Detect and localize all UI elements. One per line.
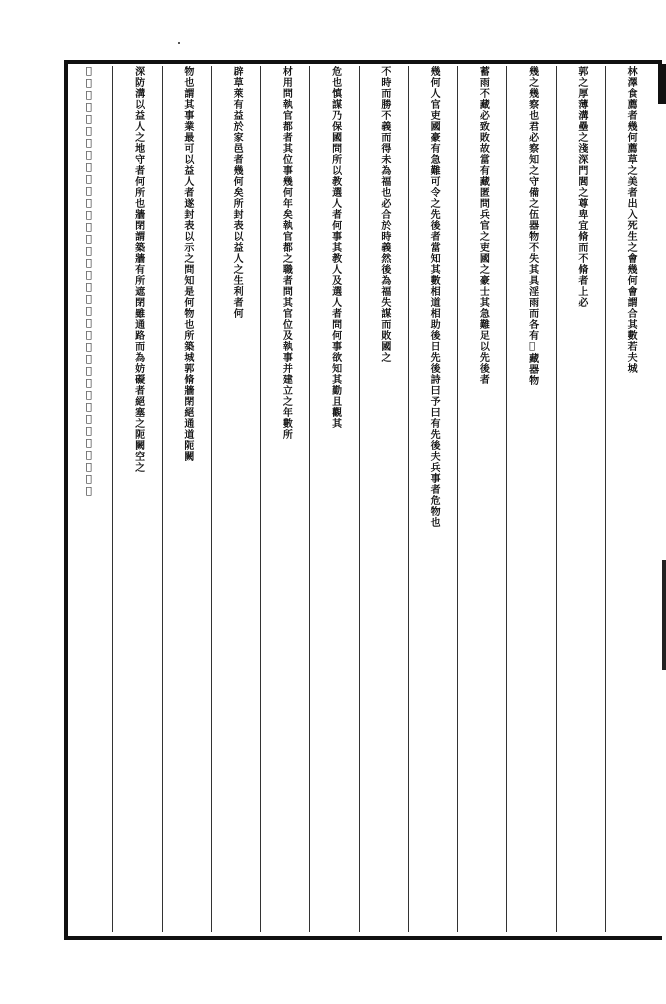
text-column <box>211 66 260 932</box>
column-text: 幾何人官吏國豪有急難可令之先後者當知其數相道相助後日先後詩曰予曰有先後夫兵事者危物也 <box>428 66 440 528</box>
column-text: 深防溝以益人之地守者何所也牆閉謂築牆有所遮閉雖通路而為妨礙者絕塞之阨闕空之 <box>132 66 144 473</box>
text-column <box>162 66 211 932</box>
column-text: 郭之厚薄溝壘之淺深門閭之尊卑宜脩而不脩者上必 <box>575 66 587 308</box>
page-edge-tick <box>662 560 666 670</box>
text-column <box>112 66 161 932</box>
text-column <box>605 66 654 932</box>
text-column <box>556 66 605 932</box>
column-text: 危也慎謀乃保國問所以教選人者何事其教人及選人者問何事欲知其勤且觀其 <box>329 66 341 429</box>
text-column <box>64 66 112 932</box>
text-column <box>260 66 309 932</box>
text-column <box>359 66 408 932</box>
ink-speck <box>178 42 180 44</box>
text-column <box>457 66 506 932</box>
page-edge-mark <box>658 64 666 104</box>
column-text: 林澤食薦者幾何薦草之美者出入死生之會幾何會謂合其數若夫城 <box>625 66 637 374</box>
text-column <box>408 66 457 932</box>
column-text: 材用問執官都者其位事幾何年矣執官都之職者問其官位及執事并建立之年數所 <box>280 66 292 440</box>
column-text: 物也謂其事業最可以益人者遂封表以示之問知是何物也所築城郭脩牆閉絕通道阨闕 <box>181 66 193 462</box>
text-columns <box>64 66 654 932</box>
column-text: 幾之幾察也君必察知之守備之伍器物不失其具淫雨而各有𠣜藏器物 <box>526 66 538 386</box>
text-column <box>309 66 358 932</box>
column-text: 不時而勝不義而得未為福也必合於時義然後為福失謀而敗國之 <box>378 66 390 363</box>
column-text: 辟草萊有益於家邑者幾何矣所封表以益人之生利者何 <box>231 66 243 319</box>
column-text: 蓄雨不藏必致敗故當有藏匿問兵官之吏國之豪士其急難足以先後者 <box>477 66 489 385</box>
column-text: 𠣜亦當絕之凡此守地者所以省其功費故曰益地守所捕盜賊除人害者幾何矣制地君曰 <box>83 66 95 498</box>
text-column <box>506 66 555 932</box>
